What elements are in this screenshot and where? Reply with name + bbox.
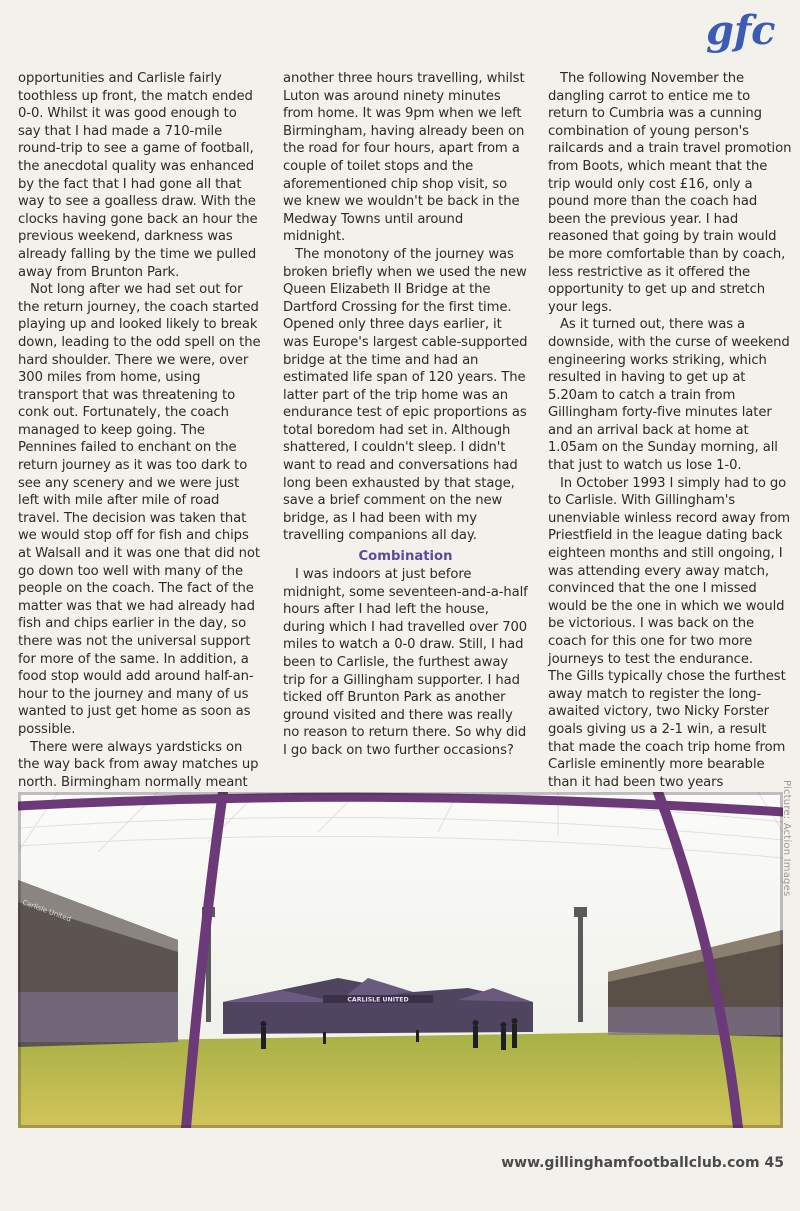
photo-credit: Picture: Action Images bbox=[781, 780, 792, 897]
paragraph: I was indoors at just before midnight, some seventeen-and-a-half hours after I had left the house, during which I had travelled over 700 miles to watch a 0-0 draw. Still, I had been to Carlisle, the furthest away trip for a Gillingham supporter. I had ticked off Brunton Park as another ground visited and there was really no reason to return there. So why did I go back on two further occasions? bbox=[283, 567, 528, 758]
paragraph: In October 1993 I simply had to go to Carlisle. With Gillingham's unenviable winless record away from Priestfield in the league dating back eighteen months and still ongoing, I was attending every away match, convinced that the one I missed would be the one in which we would be victorious. I was back on the coach for this one for two more journeys to test the endurance. bbox=[548, 475, 791, 667]
paragraph: There were always yardsticks on the way back from away matches up north. Birmingham normally meant bbox=[18, 739, 259, 790]
page-number: 45 bbox=[764, 1155, 784, 1171]
footer-url: www.gillinghamfootballclub.com bbox=[501, 1155, 760, 1171]
section-subheading: Combination bbox=[358, 549, 453, 565]
column-1 bbox=[18, 70, 263, 809]
paragraph: Not long after we had set out for the return journey, the coach started playing up and looked likely to break down, leading to the odd spell on the hard shoulder. There we were, over 300 miles from home, using transport that was threatening to conk out. Fortunately, the coach managed to keep going. The Pennines failed to enchant on the return journey as it was too dark to see any scenery and we were just left with mile after mile of road travel. The decision was taken that we would stop off for fish and chips at Walsall and it was one that did not go down too well with many of the people on the coach. The fact of the matter was that we had already had fish and chips earlier in the day, so there was not the universal support for more of the same. In addition, a food stop would add around half-an-hour to the journey and many of us wanted to just get home as soon as possible. bbox=[18, 282, 261, 737]
paragraph: The following November the dangling carrot to entice me to return to Cumbria was a cunning combination of young person's railcards and a train travel promotion from Boots, which meant that the trip would only cost £16, only a pound more than the coach had been the previous year. I had reasoned that going by train would be more comfortable than by coach, less restrictive as it offered the opportunity to get up and stretch your legs. bbox=[548, 71, 792, 315]
column-2 bbox=[283, 70, 528, 809]
paragraph: As it turned out, there was a downside, with the curse of weekend engineering works striking, which resulted in having to get up at 5.20am to catch a train from Gillingham forty-five minutes later and an arrival back at home at 1.05am on the Sunday morning, all that just to watch us lose 1-0. bbox=[548, 317, 790, 474]
left-stand-sign: Carlisle United bbox=[21, 898, 73, 924]
paragraph: opportunities and Carlisle fairly toothless up front, the match ended 0-0. Whilst it was good enough to say that I had made a 710-mile round-trip to see a game of football, the anecdotal quality was enhanced by the fact that I had gone all that way to see a goalless draw. With the clocks having gone back an hour the previous weekend, darkness was already falling by the time we pulled away from Brunton Park. bbox=[18, 71, 258, 280]
club-logo bbox=[702, 4, 786, 58]
paragraph: The Gills typically chose the furthest away match to register the long-awaited victory, two Nicky Forster goals giving us a 2-1 win, a result that made the coach trip home from Carlisle eminently more bearable than it had been two years bbox=[548, 669, 786, 790]
page-footer bbox=[501, 1155, 784, 1171]
paragraph: The monotony of the journey was broken briefly when we used the new Queen Elizabeth II Bridge at the Dartford Crossing for the first time. Opened only three days earlier, it was Europe's largest cable-supported bridge at the time and had an estimated life span of 120 years. The latter part of the trip home was an endurance test of epic proportions as total boredom had set in. Although shattered, I couldn't sleep. I didn't want to read and conversations had long been exhausted by that stage, save a brief comment on the new bridge, as I had been with my travelling companions all day. bbox=[283, 246, 528, 544]
column-3 bbox=[548, 70, 793, 809]
club-logo-text: gfc bbox=[706, 7, 776, 54]
stadium-photo bbox=[18, 792, 783, 1128]
article-body bbox=[18, 70, 793, 809]
stand-sign: CARLISLE UNITED bbox=[347, 996, 409, 1004]
paragraph: another three hours travelling, whilst Luton was around ninety minutes from home. It was 9pm when we left Birmingham, having already been on the road for four hours, apart from a couple of toilet stops and the aforementioned chip shop visit, so we knew we wouldn't be back in the Medway Towns until around midnight. bbox=[283, 71, 525, 245]
